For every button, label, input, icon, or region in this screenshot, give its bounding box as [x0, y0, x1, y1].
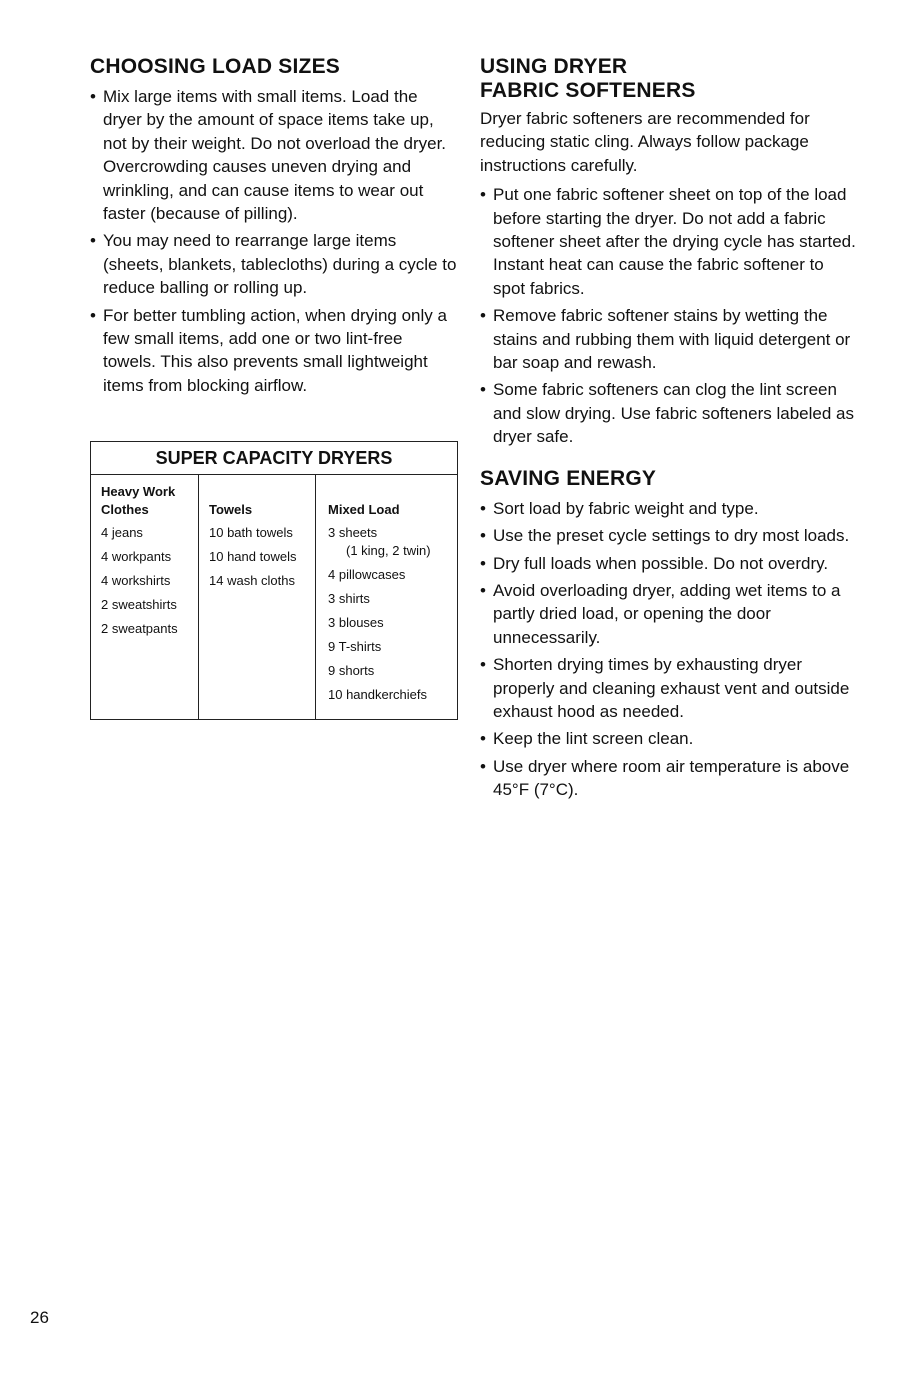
bullet-icon: •	[480, 185, 486, 205]
list-item: • Some fabric softeners can clog the lint screen and slow drying. Use fabric softeners labeled as dryer safe.	[480, 380, 854, 447]
table-column-header: Heavy Work Clothes	[101, 484, 176, 517]
table-cell: 10 handkerchiefs	[328, 687, 428, 702]
list-item: • Keep the lint screen clean.	[480, 727, 860, 750]
bullet-icon: •	[90, 231, 96, 251]
bullet-icon: •	[90, 87, 96, 106]
list-item: • Mix large items with small items. Load the dryer by the amount of space items take up, not by their weight. Do not overload the dryer. Overcrowding causes uneven drying and wrinkling, and can cause items to wear out faster (because of pilling).	[90, 87, 447, 224]
bullet-icon: •	[480, 729, 486, 749]
fabric-softeners-list	[480, 183, 860, 448]
table-cell: 4 jeans	[101, 525, 143, 540]
fabric-softeners-heading: USING DRYER FABRIC SOFTENERS	[480, 55, 696, 102]
bullet-icon: •	[480, 553, 486, 573]
bullet-icon: •	[480, 756, 486, 776]
list-item: • Remove fabric softener stains by wetting the stains and rubbing them with liquid detergent or bar soap and rewash.	[480, 306, 851, 373]
list-item: • You may need to rearrange large items (sheets, blankets, tablecloths) during a cycle to reduce balling or rolling up.	[90, 231, 457, 298]
load-sizes-section	[90, 55, 460, 401]
load-sizes-list	[90, 85, 460, 397]
table-cell: 10 bath towels	[209, 525, 293, 540]
saving-energy-section	[480, 467, 860, 802]
bullet-icon: •	[480, 655, 486, 675]
bullet-icon: •	[480, 380, 486, 400]
table-body	[91, 475, 457, 719]
table-cell: 2 sweatshirts	[101, 597, 177, 612]
super-capacity-table	[90, 441, 458, 720]
fabric-softeners-section	[480, 55, 860, 449]
list-item: • Put one fabric softener sheet on top of the load before starting the dryer. Do not add a fabric softener sheet after the drying cycle has started. Instant heat can cause the fabric softener to spot fabrics.	[480, 185, 856, 298]
saving-energy-list	[480, 497, 860, 802]
bullet-icon: •	[90, 305, 96, 325]
list-item: • Dry full loads when possible. Do not overdry.	[480, 552, 860, 575]
table-cell: 9 shorts	[328, 663, 375, 678]
bullet-icon: •	[480, 498, 486, 518]
table-column-towels	[198, 475, 315, 719]
fabric-softeners-intro: Dryer fabric softeners are recommended for reducing static cling. Always follow package instructions carefully.	[480, 109, 810, 175]
table-column-mixed-load	[315, 475, 457, 719]
table-column-header: Mixed Load	[328, 502, 400, 517]
table-cell: 4 workpants	[101, 549, 172, 564]
bullet-icon: •	[480, 526, 486, 546]
page-number: 26	[30, 1308, 49, 1327]
table-cell: 4 workshirts	[101, 573, 171, 588]
table-title: SUPER CAPACITY DRYERS	[91, 442, 457, 475]
load-sizes-heading: CHOOSING LOAD SIZES	[90, 55, 340, 78]
list-item: • Shorten drying times by exhausting dryer properly and cleaning exhaust vent and outside exhaust hood as needed.	[480, 655, 850, 721]
bullet-icon: •	[480, 580, 486, 600]
table-cell: 4 pillowcases	[328, 567, 406, 582]
right-column	[480, 55, 860, 806]
saving-energy-heading: SAVING ENERGY	[480, 466, 657, 490]
list-item: • Use the preset cycle settings to dry most loads.	[480, 524, 860, 547]
list-item: • Sort load by fabric weight and type.	[480, 497, 860, 520]
table-cell: 3 blouses	[328, 615, 384, 630]
table-cell: 3 shirts	[328, 591, 370, 606]
list-item: • Avoid overloading dryer, adding wet items to a partly dried load, or opening the door unnecessarily.	[480, 580, 841, 647]
table-cell: 14 wash cloths	[209, 573, 295, 588]
table-column-heavy-work-clothes	[91, 475, 198, 719]
bullet-icon: •	[480, 306, 486, 326]
table-column-header: Towels	[209, 502, 253, 517]
table-cell: 2 sweatpants	[101, 621, 178, 636]
table-cell: (1 king, 2 twin)	[346, 543, 431, 558]
table-cell: 9 T-shirts	[328, 639, 382, 654]
table-cell: 10 hand towels	[209, 549, 297, 564]
list-item: • Use dryer where room air temperature is above 45°F (7°C).	[480, 756, 850, 800]
list-item: • For better tumbling action, when drying only a few small items, add one or two lint-free towels. This also prevents small lightweight items from blocking airflow.	[90, 305, 447, 395]
table-cell: 3 sheets	[328, 525, 378, 540]
